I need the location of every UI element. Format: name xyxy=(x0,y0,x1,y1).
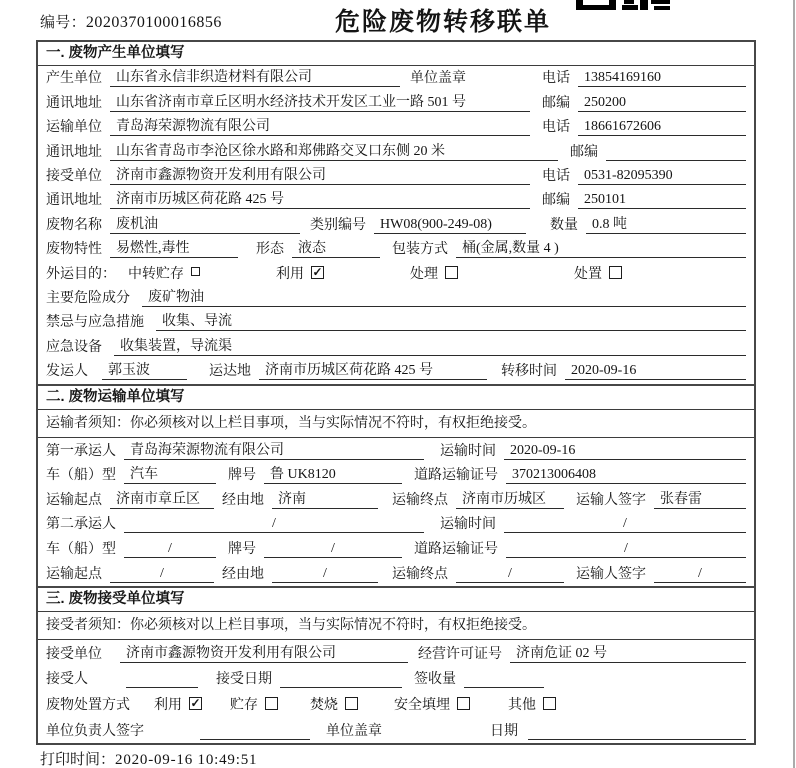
disposal-utilize-checkbox: ✓ xyxy=(190,696,201,711)
transport-via-1-value: 济南 xyxy=(272,488,378,509)
form-row xyxy=(38,164,754,188)
producer-unit-value: 山东省永信非织造材料有限公司 xyxy=(110,66,400,87)
form-row xyxy=(38,66,754,90)
second-carrier-value: / xyxy=(124,516,424,533)
print-time-label: 打印时间： xyxy=(40,752,116,768)
purpose-dispose-checkbox-group xyxy=(574,263,622,283)
receiver-phone-label: 电话 xyxy=(542,168,570,184)
receiving-unit-label: 接受单位 xyxy=(46,646,102,662)
waste-name-label: 废物名称 xyxy=(46,217,102,233)
transport-origin-2-value: / xyxy=(110,566,214,583)
plate-number-1-value: 鲁 UK8120 xyxy=(264,463,402,484)
transport-date-1-value: 2020-09-16 xyxy=(504,443,746,460)
disposal-storage-checkbox-label: 贮存 xyxy=(230,698,258,714)
transport-terminus-2-value: / xyxy=(456,566,564,583)
carrier-signature-2-value: / xyxy=(654,566,746,583)
waste-characteristics-label: 废物特性 xyxy=(46,242,102,258)
vehicle-type-2-label: 车（船）型 xyxy=(46,541,116,557)
producer-postcode-label: 邮编 xyxy=(542,95,570,111)
main-hazardous-component-value: 废矿物油 xyxy=(142,286,746,307)
scan-page-edge xyxy=(793,0,795,768)
doc-footer xyxy=(40,748,257,768)
form-row xyxy=(38,536,754,561)
form-row xyxy=(38,212,754,236)
second-carrier-label: 第二承运人 xyxy=(46,517,116,533)
road-permit-2-value: / xyxy=(506,541,746,558)
transporter-unit-value: 青岛海荣源物流有限公司 xyxy=(110,115,530,136)
producer-phone-label: 电话 xyxy=(542,71,570,87)
transporter-address-label: 通讯地址 xyxy=(46,144,102,160)
carrier-signature-1-value: 张春雷 xyxy=(654,488,746,509)
section-receiver xyxy=(38,586,754,743)
purpose-transfer-storage-checkbox-group xyxy=(128,263,200,283)
form-row xyxy=(38,561,754,586)
receive-date-label: 接受日期 xyxy=(216,672,272,688)
form-row xyxy=(38,90,754,114)
form-row xyxy=(38,359,754,383)
emergency-equipment-label: 应急设备 xyxy=(46,339,102,355)
receiver-postcode-label: 邮编 xyxy=(542,193,570,209)
page-title: 危险废物转移联单 xyxy=(334,8,551,36)
responsible-person-signature-label: 单位负责人签字 xyxy=(46,723,144,739)
purpose-transfer-storage-checkbox xyxy=(191,267,200,276)
disposal-incinerate-checkbox-label: 焚烧 xyxy=(310,698,338,714)
waste-form-label: 形态 xyxy=(256,242,284,258)
waste-quantity-value: 0.8 吨 xyxy=(586,213,746,234)
contraindications-measures-label: 禁忌与应急措施 xyxy=(46,315,144,331)
transport-date-2-value: / xyxy=(504,516,746,533)
transport-terminus-1-label: 运输终点 xyxy=(392,492,448,508)
purpose-transfer-storage-checkbox-label: 中转贮存 xyxy=(128,266,184,282)
form-row xyxy=(38,188,754,212)
form-row xyxy=(38,487,754,512)
section-producer-title: 一. 废物产生单位填写 xyxy=(38,42,754,66)
producer-postcode-value: 250200 xyxy=(578,95,746,112)
received-quantity-value xyxy=(464,671,544,688)
form-row xyxy=(38,463,754,488)
waste-category-code-label: 类别编号 xyxy=(310,217,366,233)
receiver-address-value: 济南市历城区荷花路 425 号 xyxy=(110,188,530,209)
section-producer xyxy=(38,42,754,384)
purpose-treat-checkbox-group xyxy=(410,263,458,283)
transport-origin-1-value: 济南市章丘区 xyxy=(110,488,214,509)
producer-unit-stamp-label: 单位盖章 xyxy=(410,71,466,87)
qr-code-fragment xyxy=(576,0,672,10)
disposal-other-checkbox xyxy=(543,697,556,710)
disposal-incinerate-checkbox-group xyxy=(310,694,358,714)
form-row xyxy=(38,640,754,666)
form-row xyxy=(38,717,754,743)
transfer-date-label: 转移时间 xyxy=(501,364,557,380)
transporter-unit-label: 运输单位 xyxy=(46,120,102,136)
first-carrier-label: 第一承运人 xyxy=(46,443,116,459)
destination-value: 济南市历城区荷花路 425 号 xyxy=(259,359,487,380)
license-number-value: 济南危证 02 号 xyxy=(510,642,746,663)
waste-characteristics-value: 易燃性,毒性 xyxy=(110,237,238,258)
form-row xyxy=(38,310,754,334)
receiver-unit-stamp-label: 单位盖章 xyxy=(326,723,382,739)
print-time: 2020-09-16 10:49:51 xyxy=(115,752,258,768)
carrier-signature-1-label: 运输人签字 xyxy=(576,492,646,508)
receiver-phone-value: 0531-82095390 xyxy=(578,168,746,185)
transporter-postcode-label: 邮编 xyxy=(570,144,598,160)
disposal-landfill-checkbox-group xyxy=(394,694,470,714)
carrier-signature-2-label: 运输人签字 xyxy=(576,566,646,582)
disposal-utilize-checkbox-label: 利用 xyxy=(154,698,182,714)
form-row xyxy=(38,286,754,310)
transport-origin-2-label: 运输起点 xyxy=(46,566,102,582)
road-permit-1-label: 道路运输证号 xyxy=(414,468,498,484)
disposal-storage-checkbox-group xyxy=(230,694,278,714)
purpose-utilize-checkbox-group xyxy=(276,263,324,283)
form-row xyxy=(38,237,754,261)
form-row xyxy=(38,438,754,463)
disposal-other-checkbox-group xyxy=(508,694,556,714)
stamp-date-label: 日期 xyxy=(490,723,518,739)
purpose-dispose-checkbox xyxy=(609,266,622,279)
plate-number-2-label: 牌号 xyxy=(228,541,256,557)
transport-via-2-value: / xyxy=(272,566,378,583)
transport-terminus-1-value: 济南市历城区 xyxy=(456,488,564,509)
waste-category-code-value: HW08(900-249-08) xyxy=(374,217,526,234)
section-transport xyxy=(38,384,754,586)
vehicle-type-1-label: 车（船）型 xyxy=(46,468,116,484)
recipient-name-value xyxy=(126,671,198,688)
disposal-landfill-checkbox-label: 安全填埋 xyxy=(394,698,450,714)
vehicle-type-2-value: / xyxy=(124,541,216,558)
receiver-postcode-value: 250101 xyxy=(578,192,746,209)
disposal-other-checkbox-label: 其他 xyxy=(508,698,536,714)
waste-form-value: 液态 xyxy=(292,237,380,258)
transport-date-2-label: 运输时间 xyxy=(440,517,496,533)
doc-header xyxy=(0,0,796,40)
producer-phone-value: 13854169160 xyxy=(578,70,746,87)
form-row xyxy=(38,261,754,285)
transport-origin-1-label: 运输起点 xyxy=(46,492,102,508)
form-row xyxy=(38,115,754,139)
receiver-notice-text: 接受者须知：你必须核对以上栏目事项，当与实际情况不符时，有权拒绝接受。 xyxy=(38,612,754,640)
disposal-method-label: 废物处置方式 xyxy=(46,698,130,714)
stamp-date-value xyxy=(528,723,746,740)
transfer-date-value: 2020-09-16 xyxy=(565,363,746,380)
transporter-phone-label: 电话 xyxy=(542,120,570,136)
received-quantity-label: 签收量 xyxy=(414,672,456,688)
transport-date-1-label: 运输时间 xyxy=(440,443,496,459)
contraindications-measures-value: 收集、导流 xyxy=(156,310,746,331)
disposal-incinerate-checkbox xyxy=(345,697,358,710)
road-permit-2-label: 道路运输证号 xyxy=(414,541,498,557)
transfer-purpose-label: 外运目的： xyxy=(46,266,116,282)
receiver-unit-value: 济南市鑫源物资开发利用有限公司 xyxy=(110,164,530,185)
recipient-label: 接受人 xyxy=(46,672,88,688)
receiving-unit-value: 济南市鑫源物资开发利用有限公司 xyxy=(120,642,408,663)
waste-packaging-label: 包装方式 xyxy=(392,242,448,258)
section-transport-title: 二. 废物运输单位填写 xyxy=(38,386,754,410)
main-hazardous-component-label: 主要危险成分 xyxy=(46,290,130,306)
waste-quantity-label: 数量 xyxy=(550,217,578,233)
receiver-unit-label: 接受单位 xyxy=(46,168,102,184)
vehicle-type-1-value: 汽车 xyxy=(124,463,216,484)
purpose-utilize-checkbox-label: 利用 xyxy=(276,266,304,282)
form-row xyxy=(38,139,754,163)
plate-number-2-value: / xyxy=(264,541,402,558)
producer-address-label: 通讯地址 xyxy=(46,95,102,111)
serial-number: 2020370100016856 xyxy=(85,14,222,31)
waste-name-value: 废机油 xyxy=(110,213,300,234)
license-number-label: 经营许可证号 xyxy=(418,646,502,662)
responsible-person-signature-value xyxy=(200,723,310,740)
receive-date-value xyxy=(280,671,402,688)
transporter-address-value: 山东省青岛市李沧区徐水路和郑佛路交叉口东侧 20 米 xyxy=(110,140,558,161)
emergency-equipment-value: 收集装置，导流渠 xyxy=(114,335,746,356)
disposal-storage-checkbox xyxy=(265,697,278,710)
form-row xyxy=(38,666,754,692)
producer-address-value: 山东省济南市章丘区明水经济技术开发区工业一路 501 号 xyxy=(110,91,530,112)
section-receiver-title: 三. 废物接受单位填写 xyxy=(38,588,754,612)
form-row xyxy=(38,334,754,358)
form-row xyxy=(38,512,754,537)
serial-number-label: 编号： xyxy=(40,15,86,31)
first-carrier-value: 青岛海荣源物流有限公司 xyxy=(124,439,424,460)
purpose-treat-checkbox-label: 处理 xyxy=(410,266,438,282)
consigner-name-value: 郭玉波 xyxy=(102,359,187,380)
transport-terminus-2-label: 运输终点 xyxy=(392,566,448,582)
disposal-landfill-checkbox xyxy=(457,697,470,710)
road-permit-1-value: 370213006408 xyxy=(506,467,746,484)
waste-packaging-value: 桶(金属,数量 4 ) xyxy=(456,237,746,258)
transport-notice-text: 运输者须知：你必须核对以上栏目事项，当与实际情况不符时，有权拒绝接受。 xyxy=(38,410,754,438)
plate-number-1-label: 牌号 xyxy=(228,468,256,484)
purpose-treat-checkbox xyxy=(445,266,458,279)
transport-via-2-label: 经由地 xyxy=(222,566,264,582)
disposal-utilize-checkbox-group xyxy=(154,694,202,714)
consigner-label: 发运人 xyxy=(46,364,88,380)
transport-via-1-label: 经由地 xyxy=(222,492,264,508)
destination-label: 运达地 xyxy=(209,364,251,380)
transporter-phone-value: 18661672606 xyxy=(578,119,746,136)
form-row xyxy=(38,691,754,717)
purpose-utilize-checkbox: ✓ xyxy=(312,264,323,279)
receiver-address-label: 通讯地址 xyxy=(46,193,102,209)
producer-unit-label: 产生单位 xyxy=(46,71,102,87)
transporter-postcode-value xyxy=(606,144,746,161)
purpose-dispose-checkbox-label: 处置 xyxy=(574,266,602,282)
manifest-form-table xyxy=(36,40,756,745)
